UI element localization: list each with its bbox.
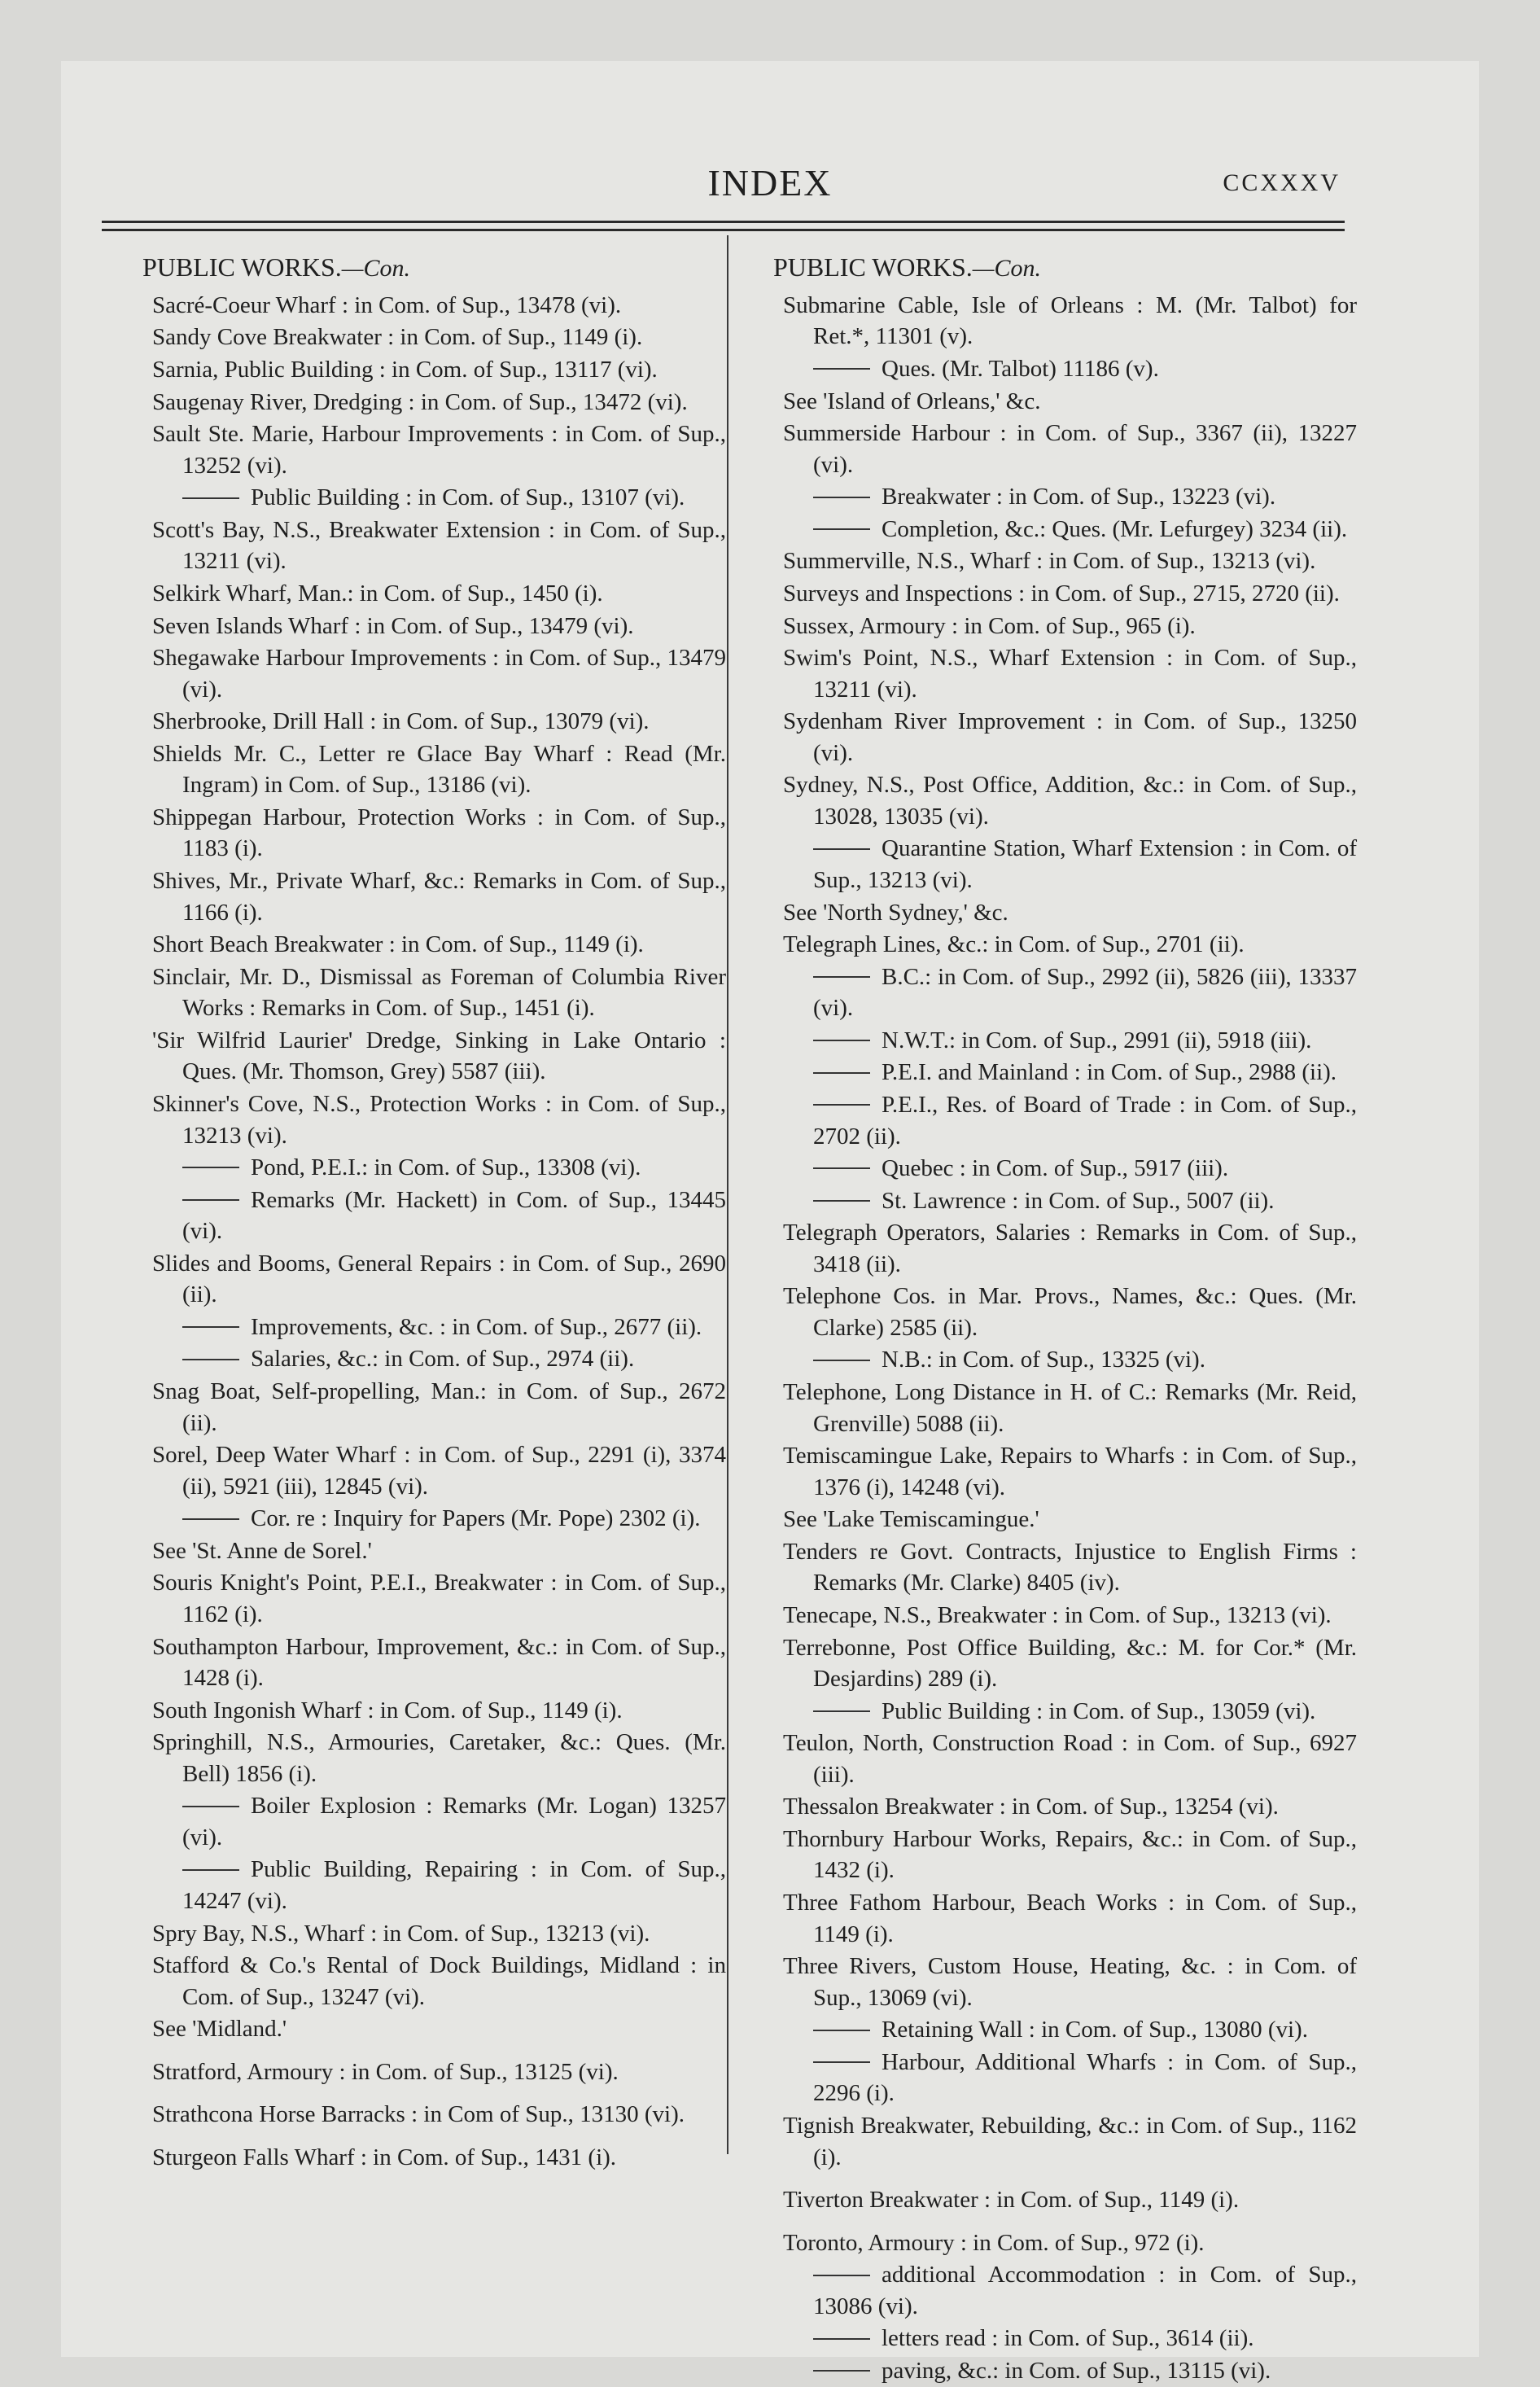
index-entry — [152, 578, 726, 610]
sub-entry — [783, 1089, 1357, 1152]
repeat-dash — [813, 1710, 870, 1712]
sub-entry — [783, 2259, 1357, 2322]
entry-text: Stafford & Co.'s Rental of Dock Buildings, Midland : in Com. of Sup., 13247 (vi). — [152, 1952, 726, 2010]
header-rule — [102, 229, 1345, 231]
entry-text: See 'Lake Temiscamingue.' — [783, 1506, 1039, 1533]
repeat-dash — [813, 2338, 870, 2340]
repeat-dash — [813, 2030, 870, 2031]
index-entry — [783, 1951, 1357, 2013]
entry-text: Telegraph Operators, Salaries : Remarks in Com. of Sup., 3418 (ii). — [783, 1220, 1357, 1277]
see-reference — [152, 2013, 726, 2045]
index-entry — [152, 642, 726, 705]
section-heading: PUBLIC WORKS.—Con. — [773, 252, 1041, 282]
right-column — [773, 250, 1357, 2387]
index-entry — [152, 2056, 726, 2088]
sub-entry — [783, 2047, 1357, 2109]
entry-text: Summerville, N.S., Wharf : in Com. of Sup., 13213 (vi). — [783, 548, 1316, 575]
index-entry — [152, 802, 726, 865]
repeat-dash — [182, 1167, 239, 1168]
repeat-dash — [182, 1869, 239, 1871]
index-entry — [783, 1728, 1357, 1790]
index-entry — [152, 1439, 726, 1502]
entry-text: Skinner's Cove, N.S., Protection Works : in Com. of Sup., 13213 (vi). — [152, 1090, 726, 1149]
entry-text: Telegraph Lines, &c.: in Com. of Sup., 2701 (ii). — [783, 931, 1245, 958]
repeat-dash — [182, 1199, 239, 1201]
repeat-dash — [813, 1167, 870, 1169]
entry-text: Thessalon Breakwater : in Com. of Sup., 13254 (vi). — [783, 1794, 1279, 1820]
entry-text: Tenecape, N.S., Breakwater : in Com. of Sup., 13213 (vi). — [783, 1601, 1332, 1628]
entry-text: Boiler Explosion : Remarks (Mr. Logan) 13257 (vi). — [182, 1793, 726, 1850]
index-entry — [783, 642, 1357, 705]
index-entry — [783, 2110, 1357, 2173]
index-entry — [152, 611, 726, 642]
index-entry — [783, 1217, 1357, 1280]
sub-entry — [783, 1185, 1357, 1217]
entry-text: Springhill, N.S., Armouries, Caretaker, &c.: Ques. (Mr. Bell) 1856 (i). — [152, 1729, 726, 1787]
see-reference — [152, 1535, 726, 1567]
entry-text: Tignish Breakwater, Rebuilding, &c.: in Com. of Sup., 1162 (i). — [783, 2112, 1357, 2170]
entry-text: Saugenay River, Dredging : in Com. of Sup., 13472 (vi). — [152, 388, 688, 415]
entry-text: Telephone, Long Distance in H. of C.: Remarks (Mr. Reid, Grenville) 5088 (ii). — [783, 1379, 1357, 1437]
entry-text: Completion, &c.: Ques. (Mr. Lefurgey) 3234 (ii). — [882, 515, 1348, 542]
entry-text: Quarantine Station, Wharf Extension : in Com. of Sup., 13213 (vi). — [813, 835, 1357, 894]
see-reference — [783, 897, 1357, 929]
entry-text: paving, &c.: in Com. of Sup., 13115 (vi). — [882, 2357, 1271, 2384]
index-entry — [152, 1088, 726, 1151]
sub-entry — [152, 1152, 726, 1184]
index-entry — [783, 769, 1357, 832]
repeat-dash — [813, 1104, 870, 1106]
entry-text: Tiverton Breakwater : in Com. of Sup., 1149 (i). — [783, 2187, 1240, 2214]
entry-text: Scott's Bay, N.S., Breakwater Extension : in Com. of Sup., 13211 (vi). — [152, 516, 726, 575]
sub-entry — [152, 482, 726, 514]
entry-text: Surveys and Inspections : in Com. of Sup., 2715, 2720 (ii). — [783, 580, 1340, 607]
index-entry — [152, 1727, 726, 1789]
entry-text: See 'Midland.' — [152, 2016, 287, 2043]
index-entry — [152, 1918, 726, 1950]
entry-text: N.W.T.: in Com. of Sup., 2991 (ii), 5918 (iii). — [882, 1027, 1312, 1053]
index-entry — [783, 1632, 1357, 1695]
entry-text: Shields Mr. C., Letter re Glace Bay Wharf : Read (Mr. Ingram) in Com. of Sup., 13186 (vi). — [152, 740, 726, 799]
entry-text: Shippegan Harbour, Protection Works : in Com. of Sup., 1183 (i). — [152, 804, 726, 862]
index-entry — [783, 1377, 1357, 1439]
entry-text: Terrebonne, Post Office Building, &c.: M. for Cor.* (Mr. Desjardins) 289 (i). — [783, 1634, 1357, 1693]
index-entry — [783, 1536, 1357, 1599]
repeat-dash — [813, 848, 870, 850]
sub-entry — [152, 1503, 726, 1535]
entry-text: Three Rivers, Custom House, Heating, &c. : in Com. of Sup., 13069 (vi). — [783, 1953, 1357, 2011]
index-entry — [152, 2099, 726, 2131]
entry-text: Stratford, Armoury : in Com. of Sup., 13125 (vi). — [152, 2058, 619, 2085]
index-entry — [152, 1248, 726, 1311]
sub-entry — [783, 481, 1357, 513]
index-entry — [152, 515, 726, 577]
entry-text: Retaining Wall : in Com. of Sup., 13080 (vi). — [882, 2017, 1308, 2043]
index-entry — [152, 1631, 726, 1694]
index-entry — [152, 961, 726, 1024]
index-entry — [152, 1376, 726, 1439]
index-entry — [152, 387, 726, 418]
entry-text: Thornbury Harbour Works, Repairs, &c.: in Com. of Sup., 1432 (i). — [783, 1825, 1357, 1884]
see-reference — [783, 386, 1357, 418]
entry-text: Sarnia, Public Building : in Com. of Sup., 13117 (vi). — [152, 357, 658, 383]
entry-list — [783, 290, 1357, 2387]
index-entry — [152, 738, 726, 801]
entry-text: additional Accommodation : in Com. of Sup., 13086 (vi). — [813, 2262, 1357, 2319]
entry-text: Sussex, Armoury : in Com. of Sup., 965 (i). — [783, 612, 1196, 639]
sub-entry — [783, 353, 1357, 385]
repeat-dash — [182, 1326, 239, 1328]
entry-text: Shives, Mr., Private Wharf, &c.: Remarks in Com. of Sup., 1166 (i). — [152, 868, 726, 926]
entry-text: Slides and Booms, General Repairs : in Com. of Sup., 2690 (ii). — [152, 1250, 726, 1308]
index-entry — [783, 1440, 1357, 1503]
entry-text: Strathcona Horse Barracks : in Com of Sup., 13130 (vi). — [152, 2101, 685, 2128]
sub-entry — [152, 1185, 726, 1247]
index-entry — [152, 1950, 726, 2013]
entry-text: Quebec : in Com. of Sup., 5917 (iii). — [882, 1155, 1229, 1182]
index-entry — [783, 578, 1357, 610]
index-entry — [783, 611, 1357, 642]
entry-text: See 'North Sydney,' &c. — [783, 899, 1008, 926]
repeat-dash — [813, 2275, 870, 2276]
entry-text: Temiscamingue Lake, Repairs to Wharfs : in Com. of Sup., 1376 (i), 14248 (vi). — [783, 1443, 1357, 1500]
column-divider — [727, 235, 728, 2154]
sub-entry — [783, 2323, 1357, 2354]
repeat-dash — [813, 368, 870, 370]
entry-text: Public Building, Repairing : in Com. of Sup., 14247 (vi). — [182, 1856, 726, 1915]
index-entry — [783, 290, 1357, 353]
entry-text: Southampton Harbour, Improvement, &c.: in Com. of Sup., 1428 (i). — [152, 1633, 726, 1692]
sub-entry — [152, 1343, 726, 1375]
index-entry — [783, 2184, 1357, 2216]
entry-text: Remarks (Mr. Hackett) in Com. of Sup., 13445 (vi). — [182, 1186, 726, 1245]
sub-entry — [783, 833, 1357, 896]
entry-text: Selkirk Wharf, Man.: in Com. of Sup., 1450 (i). — [152, 580, 603, 607]
entry-text: Pond, P.E.I.: in Com. of Sup., 13308 (vi). — [251, 1154, 641, 1181]
sub-entry — [152, 1790, 726, 1853]
index-entry — [152, 290, 726, 322]
entry-text: Swim's Point, N.S., Wharf Extension : in Com. of Sup., 13211 (vi). — [783, 645, 1357, 703]
entry-text: Snag Boat, Self-propelling, Man.: in Com. of Sup., 2672 (ii). — [152, 1378, 726, 1436]
entry-text: Sacré-Coeur Wharf : in Com. of Sup., 13478 (vi). — [152, 291, 622, 318]
entry-text: Shegawake Harbour Improvements : in Com. of Sup., 13479 (vi). — [152, 645, 726, 703]
repeat-dash — [813, 1072, 870, 1074]
index-entry — [783, 2227, 1357, 2259]
entry-text: See 'Island of Orleans,' &c. — [783, 388, 1041, 414]
index-page — [61, 61, 1479, 2384]
entry-list — [152, 290, 726, 2174]
index-entry — [783, 1281, 1357, 1343]
index-entry — [783, 418, 1357, 480]
entry-text: Salaries, &c.: in Com. of Sup., 2974 (ii). — [251, 1346, 635, 1373]
index-entry — [152, 1025, 726, 1088]
entry-text: P.E.I. and Mainland : in Com. of Sup., 2988 (ii). — [882, 1059, 1337, 1086]
repeat-dash — [813, 1040, 870, 1041]
entry-text: Three Fathom Harbour, Beach Works : in Com. of Sup., 1149 (i). — [783, 1890, 1357, 1947]
index-entry — [783, 1887, 1357, 1950]
repeat-dash — [813, 1200, 870, 1202]
entry-text: Sorel, Deep Water Wharf : in Com. of Sup., 2291 (i), 3374 (ii), 5921 (iii), 12845 (vi). — [152, 1442, 726, 1500]
entry-text: Breakwater : in Com. of Sup., 13223 (vi). — [882, 484, 1276, 510]
repeat-dash — [182, 1359, 239, 1360]
entry-text: Sandy Cove Breakwater : in Com. of Sup., 1149 (i). — [152, 324, 643, 351]
entry-text: Sturgeon Falls Wharf : in Com. of Sup., 1431 (i). — [152, 2144, 617, 2170]
entry-text: Tenders re Govt. Contracts, Injustice to English Firms : Remarks (Mr. Clarke) 8405 (iv). — [783, 1538, 1357, 1596]
index-entry — [783, 1791, 1357, 1823]
entry-text: Public Building : in Com. of Sup., 13107 (vi). — [251, 484, 685, 511]
header-rule — [102, 221, 1345, 223]
repeat-dash — [182, 497, 239, 499]
entry-text: Public Building : in Com. of Sup., 13059 (vi). — [882, 1697, 1316, 1724]
entry-text: B.C.: in Com. of Sup., 2992 (ii), 5826 (iii), 13337 (vi). — [813, 963, 1357, 1022]
repeat-dash — [813, 976, 870, 978]
sub-entry — [783, 2014, 1357, 2046]
sub-entry — [783, 2355, 1357, 2387]
entry-text: St. Lawrence : in Com. of Sup., 5007 (ii). — [882, 1187, 1275, 1214]
entry-text: Teulon, North, Construction Road : in Com. of Sup., 6927 (iii). — [783, 1730, 1357, 1788]
entry-text: Sinclair, Mr. D., Dismissal as Foreman of Columbia River Works : Remarks in Com. of Sup., 1451 (i). — [152, 963, 726, 1022]
sub-entry — [783, 514, 1357, 545]
entry-text: Telephone Cos. in Mar. Provs., Names, &c.: Ques. (Mr. Clarke) 2585 (ii). — [783, 1283, 1357, 1341]
index-entry — [783, 1824, 1357, 1886]
sub-entry — [783, 1025, 1357, 1057]
sub-entry — [783, 1344, 1357, 1376]
entry-text: Sault Ste. Marie, Harbour Improvements : in Com. of Sup., 13252 (vi). — [152, 421, 726, 479]
index-entry — [783, 1600, 1357, 1631]
entry-text: Spry Bay, N.S., Wharf : in Com. of Sup., 13213 (vi). — [152, 1920, 650, 1947]
entry-text: Cor. re : Inquiry for Papers (Mr. Pope) 2302 (i). — [251, 1505, 701, 1532]
entry-text: See 'St. Anne de Sorel.' — [152, 1537, 372, 1564]
entry-text: letters read : in Com. of Sup., 3614 (ii). — [882, 2325, 1254, 2352]
see-reference — [783, 1504, 1357, 1535]
entry-text: Sydney, N.S., Post Office, Addition, &c.: in Com. of Sup., 13028, 13035 (vi). — [783, 772, 1357, 830]
index-entry — [152, 354, 726, 386]
left-column — [142, 250, 726, 2175]
page-number: CCXXXV — [1223, 169, 1341, 196]
index-entry — [152, 418, 726, 481]
index-entry — [152, 1567, 726, 1630]
index-entry — [152, 322, 726, 353]
page-title: INDEX — [707, 162, 833, 204]
entry-text: 'Sir Wilfrid Laurier' Dredge, Sinking in Lake Ontario : Ques. (Mr. Thomson, Grey) 5587 (iii). — [152, 1027, 726, 1085]
entry-text: Submarine Cable, Isle of Orleans : M. (Mr. Talbot) for Ret.*, 11301 (v). — [783, 291, 1357, 350]
entry-text: N.B.: in Com. of Sup., 13325 (vi). — [882, 1347, 1205, 1373]
repeat-dash — [813, 2370, 870, 2372]
index-entry — [783, 929, 1357, 961]
entry-text: Toronto, Armoury : in Com. of Sup., 972 (i). — [783, 2229, 1205, 2256]
index-entry — [152, 706, 726, 738]
repeat-dash — [813, 497, 870, 498]
entry-text: Short Beach Breakwater : in Com. of Sup., 1149 (i). — [152, 931, 644, 958]
index-entry — [152, 929, 726, 961]
section-heading: PUBLIC WORKS.—Con. — [142, 252, 410, 282]
entry-text: P.E.I., Res. of Board of Trade : in Com. of Sup., 2702 (ii). — [813, 1091, 1357, 1150]
entry-text: Ques. (Mr. Talbot) 11186 (v). — [882, 356, 1159, 383]
sub-entry — [783, 961, 1357, 1024]
entry-text: Sherbrooke, Drill Hall : in Com. of Sup., 13079 (vi). — [152, 708, 650, 735]
entry-text: Improvements, &c. : in Com. of Sup., 2677 (ii). — [251, 1313, 702, 1340]
entry-text: Sydenham River Improvement : in Com. of Sup., 13250 (vi). — [783, 708, 1357, 766]
entry-text: Souris Knight's Point, P.E.I., Breakwater : in Com. of Sup., 1162 (i). — [152, 1570, 726, 1627]
index-entry — [783, 706, 1357, 769]
index-entry — [152, 1695, 726, 1727]
sub-entry — [783, 1696, 1357, 1728]
entry-text: Summerside Harbour : in Com. of Sup., 3367 (ii), 13227 (vi). — [783, 420, 1357, 478]
repeat-dash — [813, 1360, 870, 1361]
entry-text: Seven Islands Wharf : in Com. of Sup., 13479 (vi). — [152, 612, 634, 639]
sub-entry — [152, 1854, 726, 1916]
entry-text: South Ingonish Wharf : in Com. of Sup., 1149 (i). — [152, 1697, 623, 1723]
repeat-dash — [182, 1806, 239, 1807]
entry-text: Harbour, Additional Wharfs : in Com. of Sup., 2296 (i). — [813, 2048, 1357, 2107]
index-entry — [152, 865, 726, 928]
repeat-dash — [813, 2061, 870, 2063]
repeat-dash — [813, 528, 870, 530]
index-entry — [152, 2142, 726, 2174]
sub-entry — [152, 1312, 726, 1343]
sub-entry — [783, 1057, 1357, 1088]
repeat-dash — [182, 1518, 239, 1520]
sub-entry — [783, 1153, 1357, 1185]
index-entry — [783, 545, 1357, 577]
